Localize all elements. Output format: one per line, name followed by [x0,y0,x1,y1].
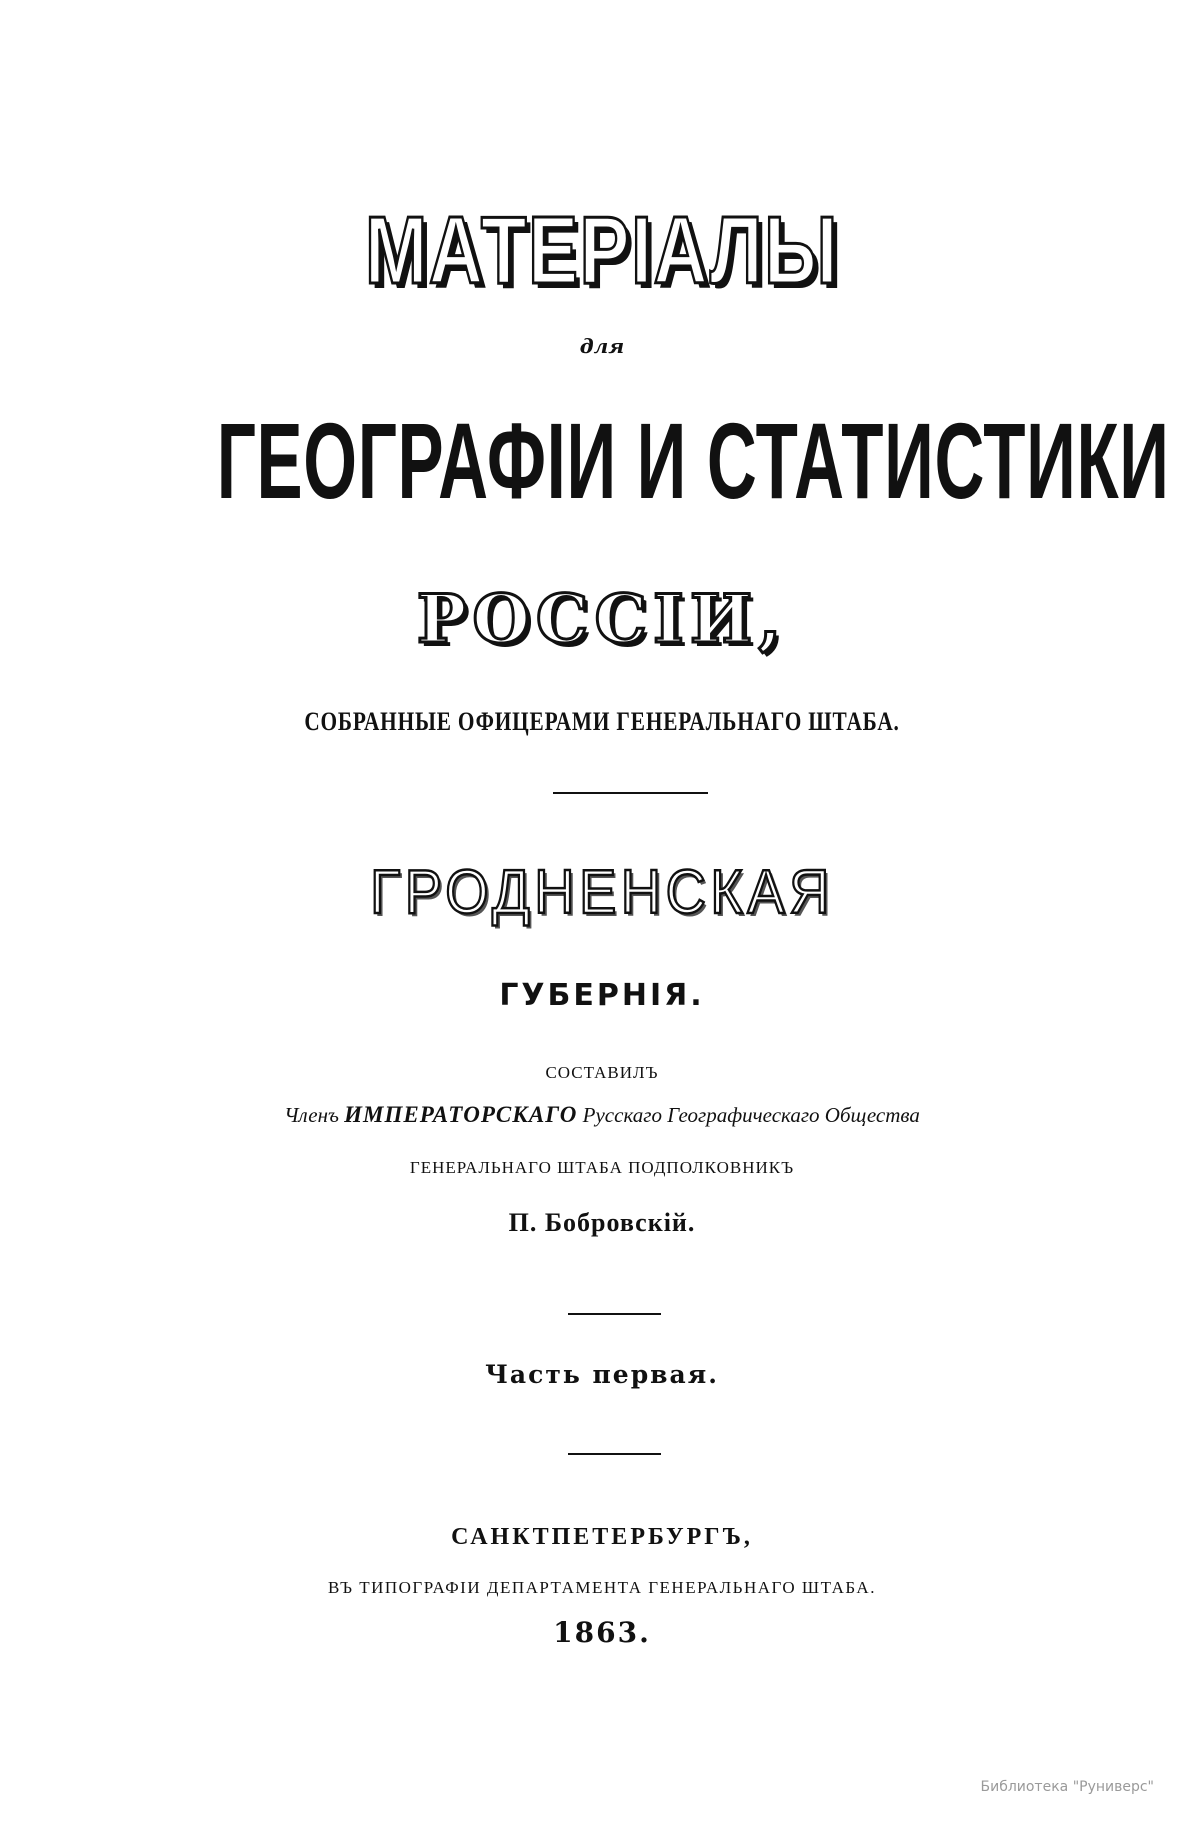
imprint-city: САНКТПЕТЕРБУРГЪ, [451,1524,753,1550]
divider-rule-2 [568,1313,661,1315]
part-label: Часть первая. [485,1360,719,1389]
imprint-press: ВЪ ТИПОГРАФІИ ДЕПАРТАМЕНТА ГЕНЕРАЛЬНАГО ШТАБА. [328,1578,876,1597]
divider-rule-3 [568,1453,661,1455]
member-prefix: Членъ [284,1103,339,1127]
preposition-dlya: для [579,334,625,358]
subject-title: ГЕОГРАФІИ И СТАТИСТИКИ [216,400,1170,521]
collected-by-line: СОБРАННЫЕ ОФИЦЕРАМИ ГЕНЕРАЛЬНАГО ШТАБА. [304,707,900,736]
author-rank: ГЕНЕРАЛЬНАГО ШТАБА ПОДПОЛКОВНИКЪ [409,1158,795,1177]
region-unit: ГУБЕРНІЯ. [499,978,705,1013]
member-society: Русскаго Географическаго Общества [582,1103,920,1127]
main-title: МАТЕРІАЛЫ [364,197,840,304]
divider-rule-1 [553,792,708,794]
compiled-by-label: СОСТАВИЛЪ [545,1063,659,1082]
member-line [0,1102,1204,1128]
member-imperial: ИМПЕРАТОРСКАГО [344,1102,578,1127]
imprint-year: 1863. [553,1616,651,1649]
author-name: П. Бобровскій. [508,1208,696,1237]
library-watermark: Библиотека "Руниверс" [980,1779,1154,1795]
region-name: ГРОДНЕНСКАЯ [370,858,834,927]
country-title: РОССІИ, [416,580,788,658]
